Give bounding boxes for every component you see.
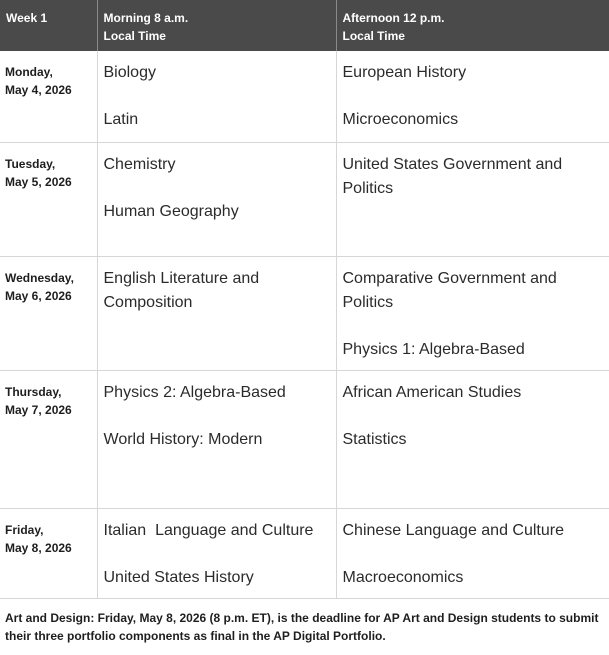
afternoon-cell [336, 51, 609, 142]
table-row [0, 142, 609, 256]
morning-cell [97, 142, 336, 256]
header-afternoon-local: Local Time [342, 29, 405, 43]
morning-cell [97, 370, 336, 508]
exam-item: European History [342, 64, 467, 81]
day-name: Friday, [5, 522, 44, 537]
day-name: Wednesday, [5, 270, 74, 285]
morning-cell [97, 256, 336, 370]
exam-item: African American Studies [342, 383, 522, 401]
day-name: Thursday, [5, 384, 62, 399]
day-date: May 4, 2026 [5, 83, 72, 97]
afternoon-cell [336, 142, 609, 256]
day-cell [0, 370, 97, 508]
exam-item: Chemistry [103, 155, 176, 173]
exam-item: Microeconomics [342, 111, 459, 128]
day-name: Tuesday, [5, 156, 56, 171]
day-cell [0, 142, 97, 256]
table-row [0, 256, 609, 370]
table-header [0, 0, 609, 51]
exam-item: Chinese Language and Culture [342, 521, 564, 539]
day-date: May 5, 2026 [5, 174, 72, 189]
day-cell [0, 508, 97, 598]
exam-item: Italian Language and Culture [103, 521, 314, 539]
exam-item: Comparative Government and Politics [342, 269, 557, 311]
header-afternoon [336, 0, 609, 51]
exam-item: English Literature and Composition [103, 269, 260, 311]
table-row [0, 51, 609, 142]
morning-cell [97, 508, 336, 598]
day-cell [0, 256, 97, 370]
exam-item: Human Geography [103, 202, 239, 220]
day-name: Monday, [5, 65, 53, 79]
exam-item: Macroeconomics [342, 568, 464, 586]
day-cell [0, 51, 97, 142]
day-date: May 8, 2026 [5, 540, 72, 555]
exam-item: Biology [103, 64, 156, 81]
day-date: May 6, 2026 [5, 288, 72, 303]
exam-item: Statistics [342, 430, 407, 448]
afternoon-cell [336, 508, 609, 598]
header-morning [97, 0, 336, 51]
header-week: Week 1 [0, 0, 97, 51]
table-row [0, 508, 609, 598]
afternoon-cell [336, 256, 609, 370]
afternoon-cell [336, 370, 609, 508]
exam-item: Physics 2: Algebra-Based [103, 383, 286, 401]
exam-item: World History: Modern [103, 430, 263, 448]
exam-item: United States History [103, 568, 254, 586]
day-date: May 7, 2026 [5, 402, 72, 417]
art-design-deadline-note: Art and Design: Friday, May 8, 2026 (8 p.m. ET), is the deadline for AP Art and Design students to submit their three portfolio components as final in the AP Digital Portfolio. [5, 610, 599, 643]
table-row [0, 370, 609, 508]
header-morning-local: Local Time [103, 29, 166, 43]
exam-item: United States Government and Politics [342, 155, 563, 197]
morning-cell [97, 51, 336, 142]
header-morning-time: Morning 8 a.m. [103, 11, 189, 25]
exam-item: Latin [103, 111, 139, 128]
exam-item: Physics 1: Algebra-Based [342, 340, 525, 358]
header-afternoon-time: Afternoon 12 p.m. [342, 11, 445, 25]
